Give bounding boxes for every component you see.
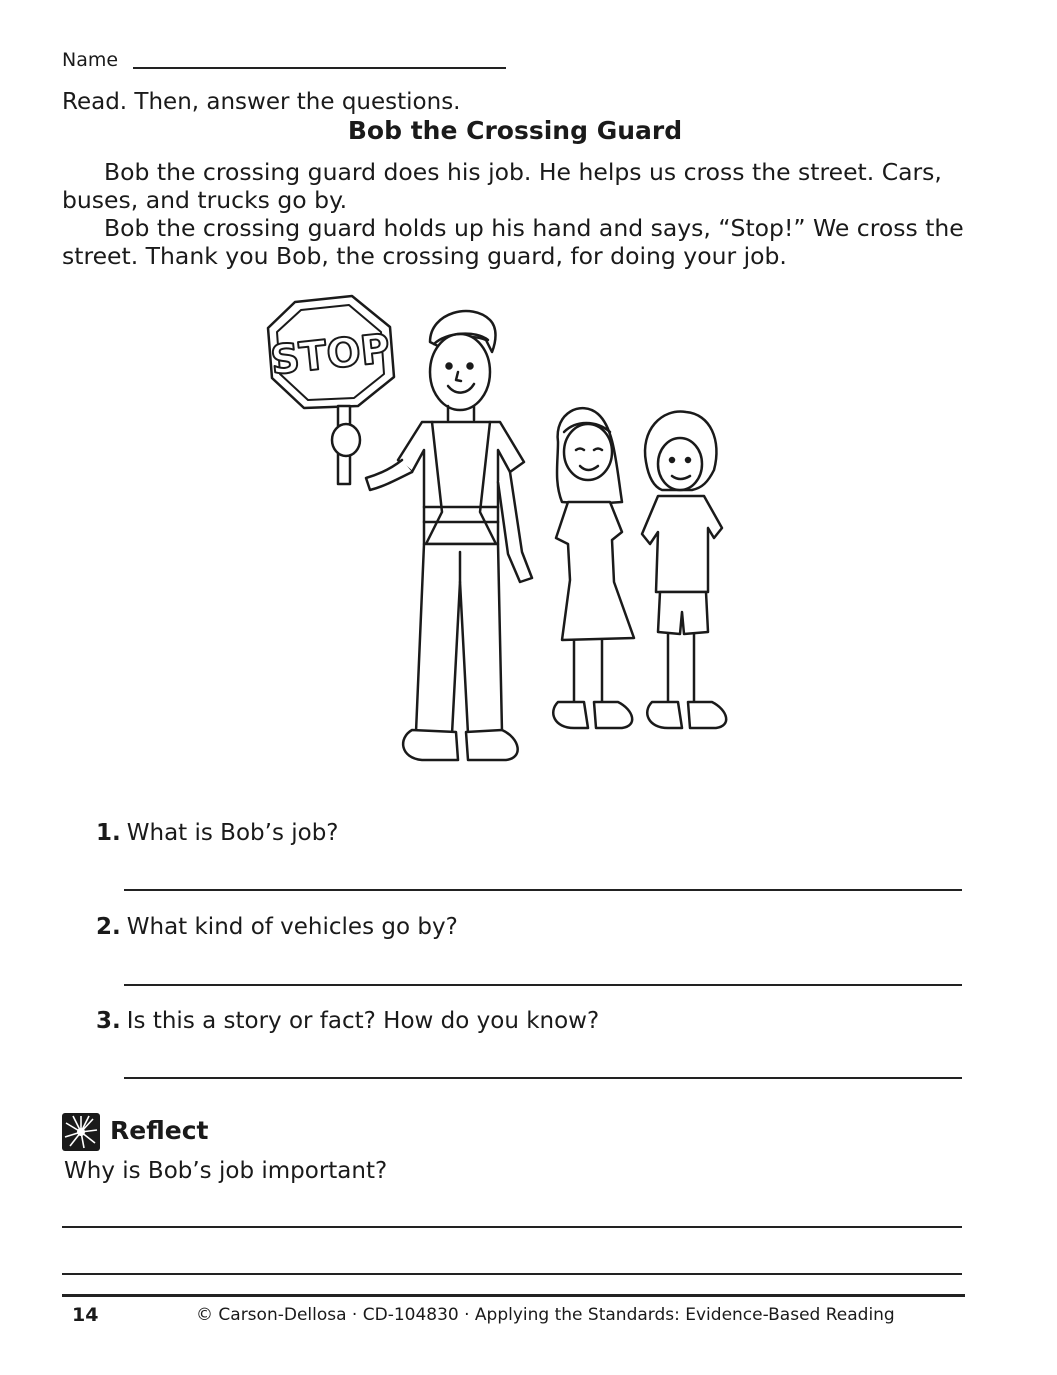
- question-text: What is Bob’s job?: [126, 820, 339, 846]
- instructions: Read. Then, answer the questions.: [62, 89, 461, 115]
- stop-sign-icon: [268, 296, 394, 484]
- answer-line-2[interactable]: [124, 984, 962, 986]
- reflect-answer-line-2[interactable]: [62, 1273, 962, 1275]
- crossing-guard-illustration: [262, 282, 762, 782]
- answer-line-1[interactable]: [124, 889, 962, 891]
- question-2: [96, 914, 458, 940]
- girl-figure: [553, 408, 634, 728]
- reflect-answer-line-1[interactable]: [62, 1226, 962, 1228]
- footer-divider: [62, 1294, 965, 1297]
- reflect-question: Why is Bob’s job important?: [64, 1158, 388, 1184]
- reflect-heading: Reflect: [110, 1116, 209, 1145]
- question-3: [96, 1008, 599, 1034]
- passage-paragraph: Bob the crossing guard does his job. He helps us cross the street. Cars, buses, and trucks go by.: [62, 158, 942, 214]
- passage-paragraph: Bob the crossing guard holds up his hand and says, “Stop!” We cross the street. Thank you Bob, the crossing guard, for doing your job.: [62, 214, 964, 270]
- curly-haired-girl-figure: [642, 412, 726, 728]
- starburst-icon: [62, 1113, 100, 1151]
- question-number: 1.: [96, 820, 121, 846]
- question-text: Is this a story or fact? How do you know?: [126, 1008, 600, 1034]
- question-number: 3.: [96, 1008, 121, 1034]
- name-field-line[interactable]: [133, 67, 506, 69]
- reading-passage: [62, 158, 992, 270]
- footer-credit: © Carson-Dellosa · CD-104830 · Applying the Standards: Evidence-Based Reading: [196, 1305, 895, 1325]
- svg-text:STOP: STOP: [268, 325, 393, 385]
- answer-line-3[interactable]: [124, 1077, 962, 1079]
- name-label: Name: [62, 49, 119, 71]
- question-text: What kind of vehicles go by?: [126, 914, 458, 940]
- question-1: [96, 820, 339, 846]
- question-number: 2.: [96, 914, 121, 940]
- story-title: Bob the Crossing Guard: [347, 116, 683, 145]
- page-number: 14: [72, 1304, 99, 1326]
